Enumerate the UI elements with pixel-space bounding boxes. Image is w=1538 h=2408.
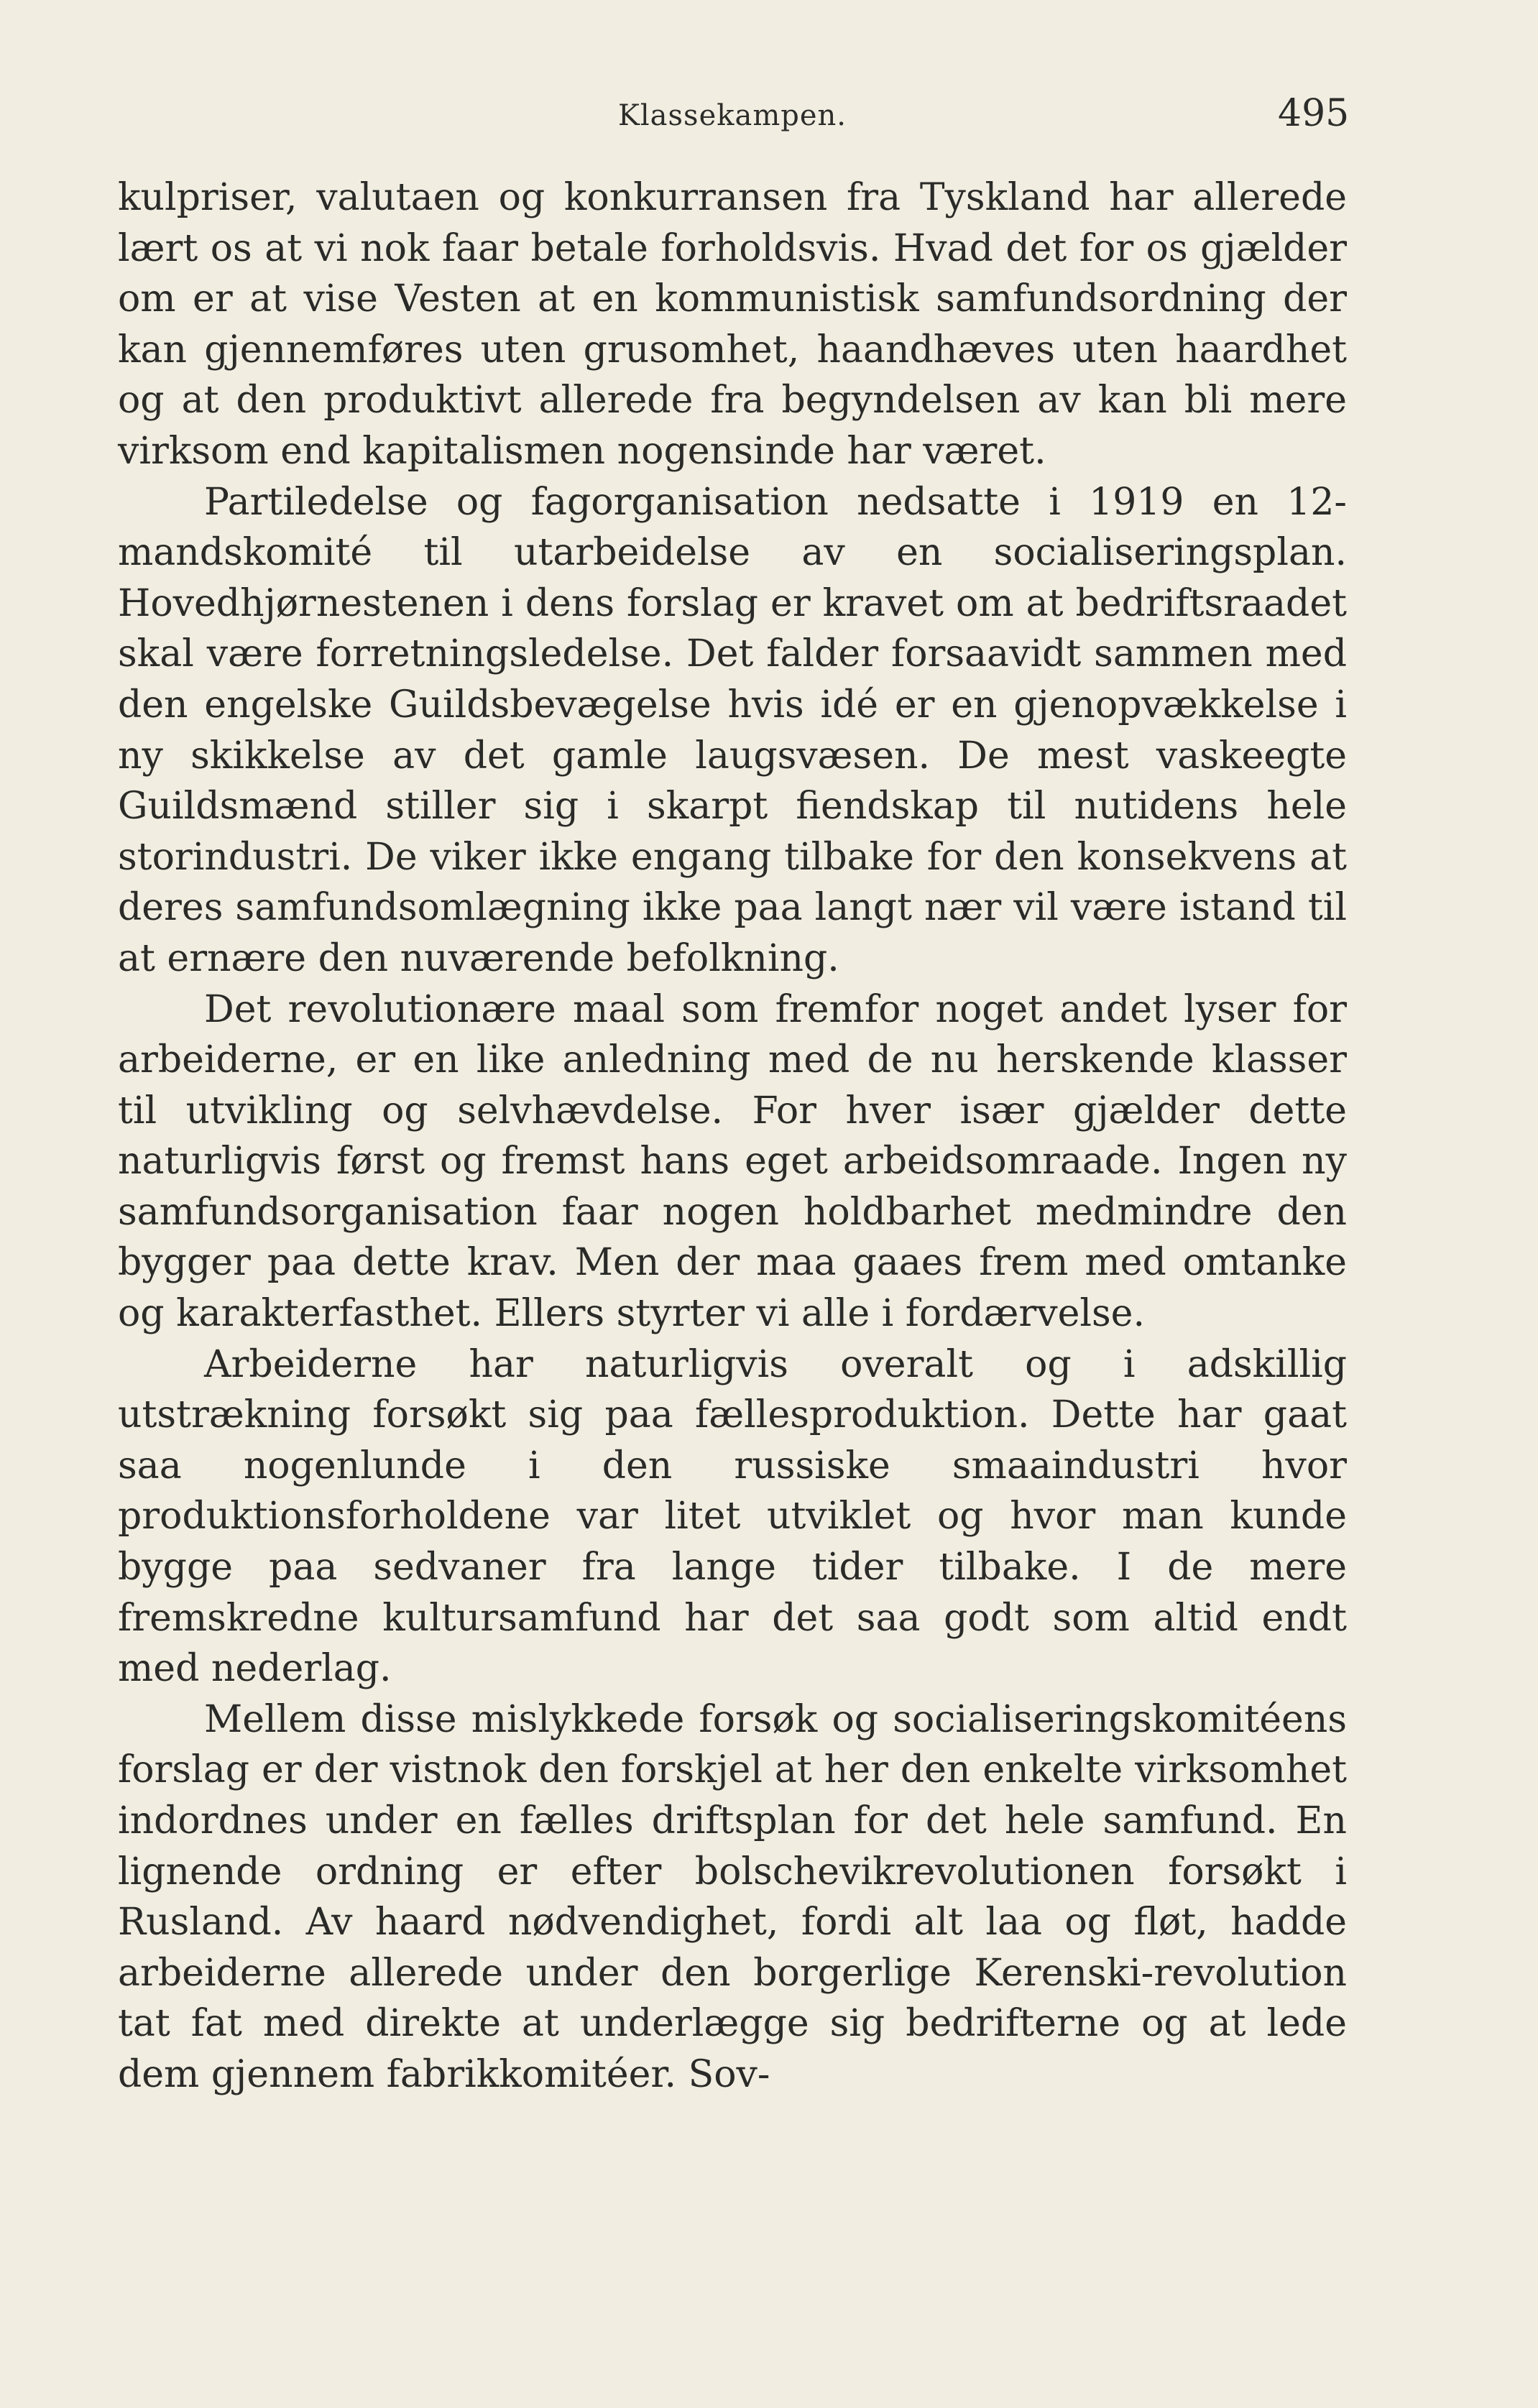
paragraph-3: Det revolutionære maal som fremfor noget andet lyser for arbeiderne, er en like anledning med de nu herskende klasser til utvikling og selvhævdelse. For hver især gjælder dette naturligvis først og fremst hans eget arbeidsomraade. Ingen ny samfundsorganisation faar nogen holdbarhet medmindre den bygger paa dette krav. Men der maa gaaes frem med omtanke og karakterfasthet. Ellers styrter vi alle i fordærvelse.: [118, 987, 1347, 1336]
paragraph-4: Arbeiderne har naturligvis overalt og i adskillig utstrækning forsøkt sig paa fællesproduktion. Dette har gaat saa nogenlunde i den russiske smaaindustri hvor produktionsforholdene var litet utviklet og hvor man kunde bygge paa sedvaner fra lange tider tilbake. I de mere fremskredne kultursamfund har det saa godt som altid endt med nederlag.: [118, 1342, 1347, 1691]
running-title: Klassekampen.: [618, 99, 847, 132]
running-head: [0, 92, 1538, 135]
paragraph-1: kulpriser, valutaen og konkurransen fra Tyskland har allerede lært os at vi nok faar betale forholdsvis. Hvad det for os gjælder om er at vise Vesten at en kommunistisk samfundsordning der kan gjennemføres uten grusomhet, haandhæves uten haardhet og at den produktivt allerede fra begyndelsen av kan bli mere virksom end kapitalismen nogensinde har været.: [118, 176, 1347, 473]
body-text: [118, 172, 1347, 2100]
paragraph-5: Mellem disse mislykkede forsøk og socialiseringskomitéens forslag er der vistnok den forskjel at her den enkelte virksomhet indordnes under en fælles driftsplan for det hele samfund. En lignende ordning er efter bolschevikrevolutionen forsøkt i Rusland. Av haard nødvendighet, fordi alt laa og fløt, hadde arbeiderne allerede under den borgerlige Kerenski-revolution tat fat med direkte at underlægge sig bedrifterne og at lede dem gjennem fabrikkomitéer. Sov-: [118, 1697, 1347, 2096]
paragraph-2: Partiledelse og fagorganisation nedsatte i 1919 en 12-mandskomité til utarbeidelse av en socialiseringsplan. Hovedhjørnestenen i dens forslag er kravet om at bedriftsraadet skal være forretningsledelse. Det falder forsaavidt sammen med den engelske Guildsbevægelse hvis idé er en gjenopvækkelse i ny skikkelse av det gamle laugsvæsen. De mest vaskeegte Guildsmænd stiller sig i skarpt fiendskap til nutidens hele storindustri. De viker ikke engang tilbake for den konsekvens at deres samfundsomlægning ikke paa langt nær vil være istand til at ernære den nuværende befolkning.: [118, 480, 1347, 980]
page-number: 495: [1278, 92, 1350, 135]
